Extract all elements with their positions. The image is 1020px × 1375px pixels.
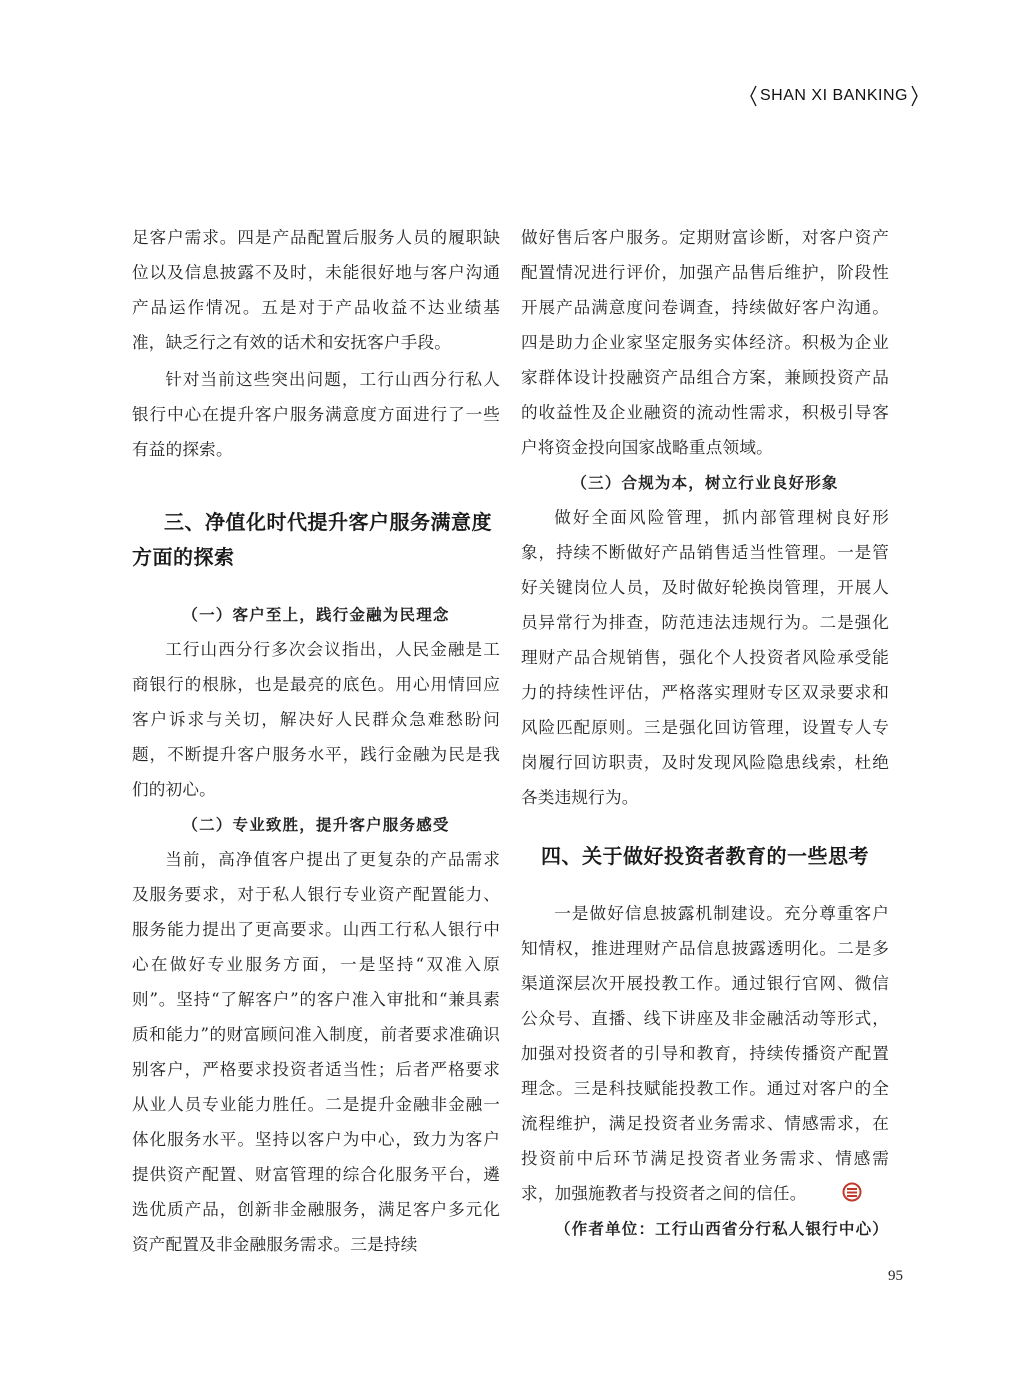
author-affiliation: （作者单位：工行山西省分行私人银行中心）: [554, 1219, 889, 1238]
subsection-1-title: （一）客户至上，践行金融为民理念: [182, 605, 450, 624]
right-column: [521, 220, 889, 1246]
paragraph-continued-right: 做好售后客户服务。定期财富诊断，对客户资产配置情况进行评价，加强产品售后维护，阶段性开展产品满意度问卷调查，持续做好客户沟通。四是助力企业家坚定服务实体经济。积极为企业家群体设计投融资产品组合方案，兼顾投资产品的收益性及企业融资的流动性需求，积极引导客户将资金投向国家战略重点领域。: [521, 228, 889, 457]
end-mark-icon: [809, 1179, 829, 1199]
paragraph-sub1: 工行山西分行多次会议指出，人民金融是工商银行的根脉，也是最亮的底色。用心用情回应客户诉求与关切，解决好人民群众急难愁盼问题，不断提升客户服务水平，践行金融为民是我们的初心。: [132, 640, 500, 799]
subsection-3-title: （三）合规为本，树立行业良好形象: [571, 473, 839, 492]
paragraph-sub3: 做好全面风险管理，抓内部管理树良好形象，持续不断做好产品销售适当性管理。一是管好关键岗位人员，及时做好轮换岗管理，开展人员异常行为排查，防范违法违规行为。二是强化理财产品合规销售，强化个人投资者风险承受能力的持续性评估，严格落实理财专区双录要求和风险匹配原则。三是强化回访管理，设置专人专岗履行回访职责，及时发现风险隐患线索，杜绝各类违规行为。: [521, 508, 889, 807]
subsection-2-title: （二）专业致胜，提升客户服务感受: [182, 815, 450, 834]
paragraph-continued: 足客户需求。四是产品配置后服务人员的履职缺位以及信息披露不及时，未能很好地与客户沟通产品运作情况。五是对于产品收益不达业绩基准，缺乏行之有效的话术和安抚客户手段。: [132, 228, 500, 352]
paragraph-sub2: 当前，高净值客户提出了更复杂的产品需求及服务要求，对于私人银行专业资产配置能力、服务能力提出了更高要求。山西工行私人银行中心在做好专业服务方面，一是坚持“双准入原则”。坚持“了解客户”的客户准入审批和“兼具素质和能力”的财富顾问准入制度，前者要求准确识别客户，严格要求投资者适当性；后者严格要求从业人员专业能力胜任。二是提升金融非金融一体化服务水平。坚持以客户为中心，致力为客户提供资产配置、财富管理的综合化服务平台，遴选优质产品，创新非金融服务，满足客户多元化资产配置及非金融服务需求。三是持续: [132, 850, 500, 1254]
journal-name: SHAN XI BANKING: [760, 87, 908, 104]
right-bracket-icon: [910, 85, 920, 107]
journal-header-tag: [748, 84, 920, 108]
paragraph-intro: 针对当前这些突出问题，工行山西分行私人银行中心在提升客户服务满意度方面进行了一些有益的探索。: [132, 370, 500, 459]
left-column: [132, 220, 500, 1262]
left-bracket-icon: [748, 85, 758, 107]
section-4-title: 四、关于做好投资者教育的一些思考: [541, 844, 869, 868]
paragraph-section4-text: 一是做好信息披露机制建设。充分尊重客户知情权，推进理财产品信息披露透明化。二是多渠道深层次开展投教工作。通过银行官网、微信公众号、直播、线下讲座及非金融活动等形式，加强对投资者的引导和教育，持续传播资产配置理念。三是科技赋能投教工作。通过对客户的全流程维护，满足投资者业务需求、情感需求，在投资前中后环节满足投资者业务需求、情感需求，加强施教者与投资者之间的信任。: [521, 904, 889, 1203]
paragraph-section4: [521, 896, 889, 1211]
page-number: 95: [888, 1268, 903, 1284]
section-3-title: 三、净值化时代提升客户服务满意度方面的探索: [132, 510, 492, 569]
